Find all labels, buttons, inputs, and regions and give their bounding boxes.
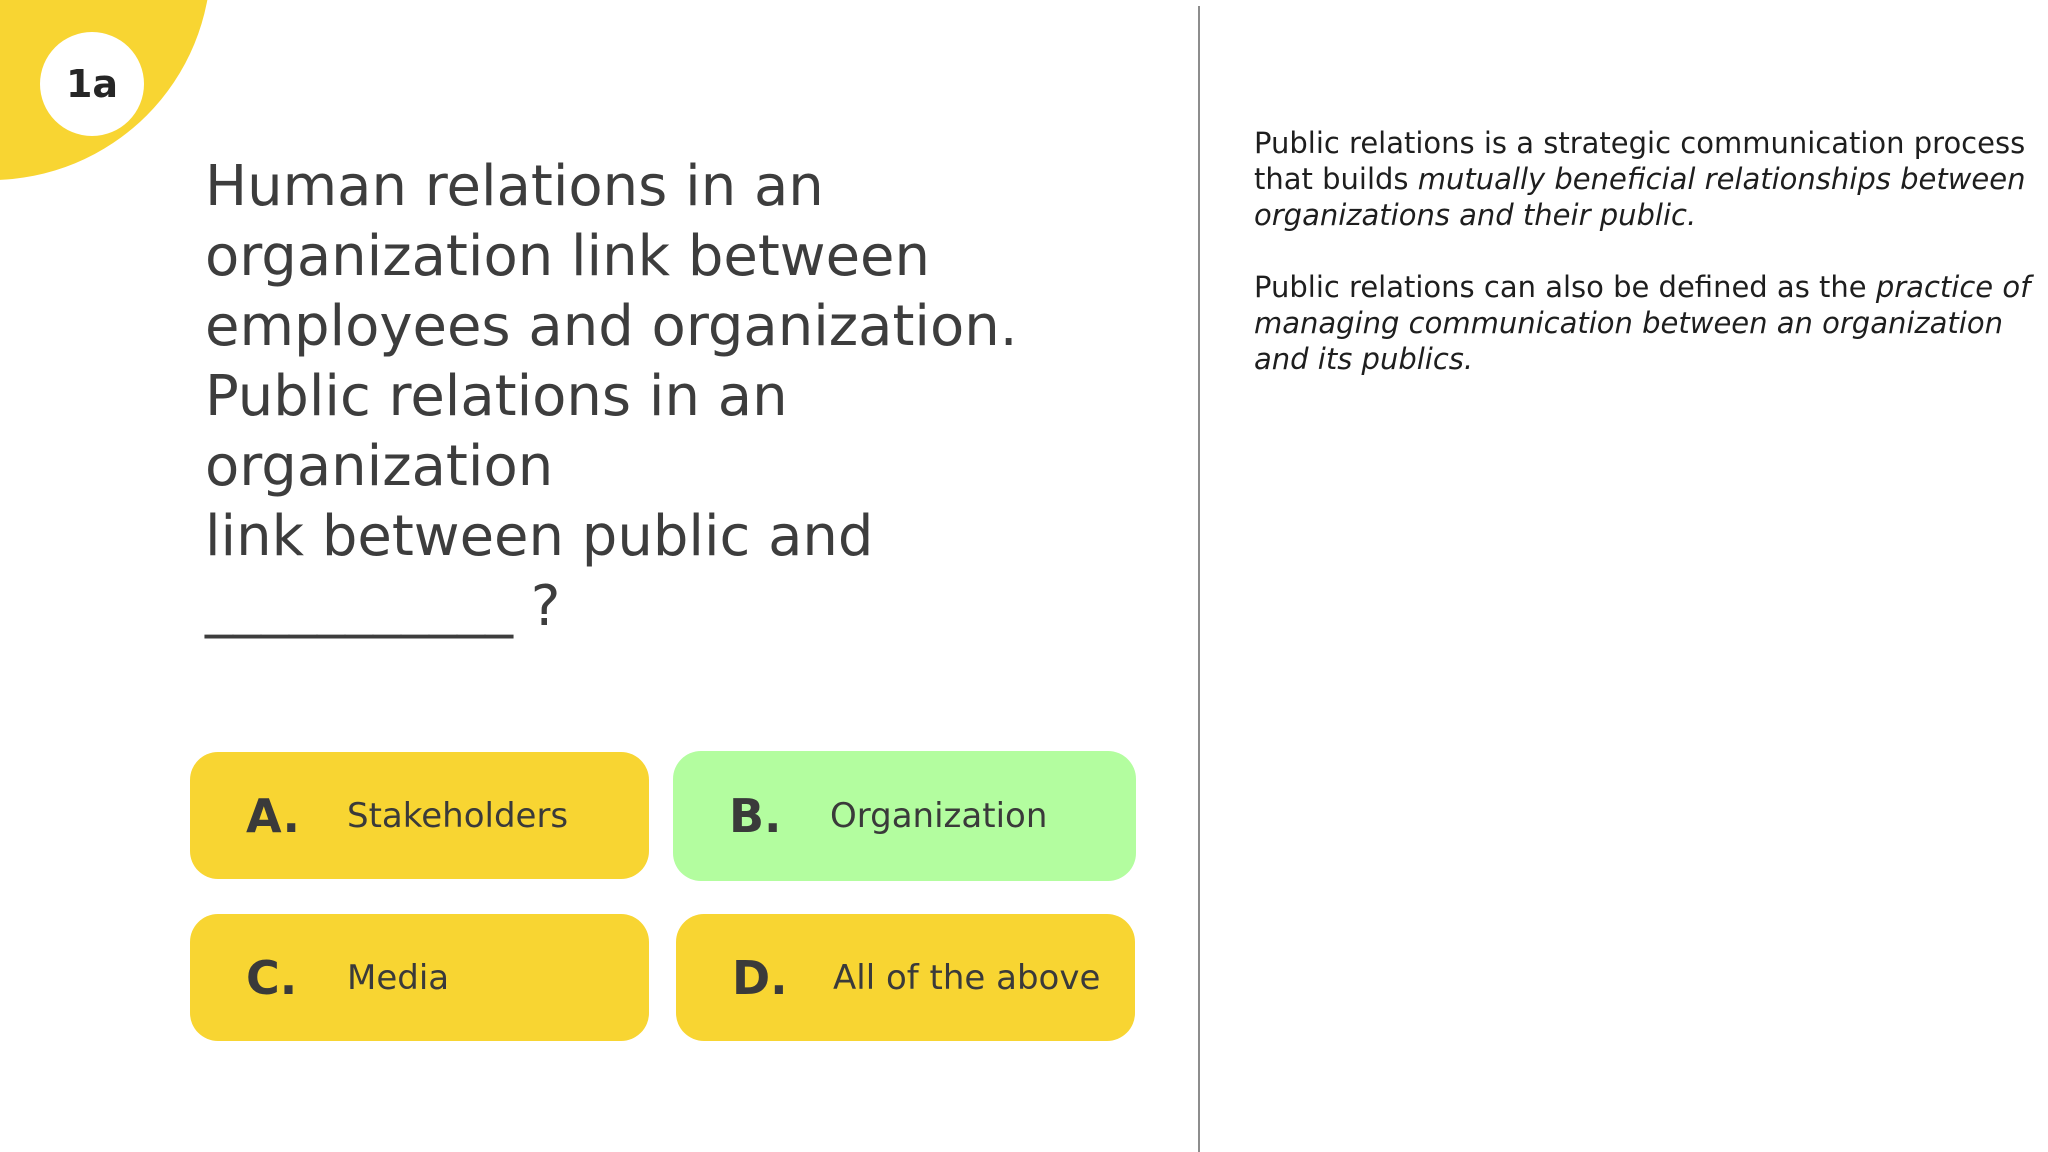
answer-option-d[interactable] <box>676 914 1135 1041</box>
answer-letter: B. <box>729 789 782 843</box>
explanation-paragraph-2 <box>1254 269 2044 377</box>
explanation-emphasis: mutually beneficial relationships between organizations and their public. <box>1254 162 2026 232</box>
explanation-text: Public relations is a strategic communication process that builds <box>1254 126 2026 196</box>
answer-text: Media <box>347 957 450 998</box>
answer-option-b[interactable] <box>673 751 1136 881</box>
answer-option-c[interactable] <box>190 914 649 1041</box>
answer-letter: A. <box>246 788 300 843</box>
explanation-panel <box>1254 125 2044 413</box>
question-line: link between public and <box>205 504 874 569</box>
question-line: employees and organization. <box>205 294 1018 359</box>
question-text <box>205 152 1145 642</box>
answer-text: Stakeholders <box>347 795 569 836</box>
answer-letter: D. <box>732 950 788 1005</box>
question-line: Public relations in an organization <box>205 364 788 499</box>
answer-text: Organization <box>830 796 1048 836</box>
question-number-badge: 1a <box>40 32 144 136</box>
explanation-paragraph-1 <box>1254 125 2044 233</box>
question-line: Human relations in an <box>205 154 824 219</box>
answer-text: All of the above <box>833 957 1101 998</box>
explanation-emphasis: practice of managing communication between an organization and its publics. <box>1254 270 2031 376</box>
answer-option-a[interactable] <box>190 752 649 879</box>
vertical-divider <box>1198 6 1200 1152</box>
question-line: organization link between <box>205 224 930 289</box>
question-line-blank: ___________ ? <box>205 574 561 639</box>
answer-letter: C. <box>246 950 298 1005</box>
explanation-text: Public relations can also be defined as the <box>1254 270 1876 304</box>
